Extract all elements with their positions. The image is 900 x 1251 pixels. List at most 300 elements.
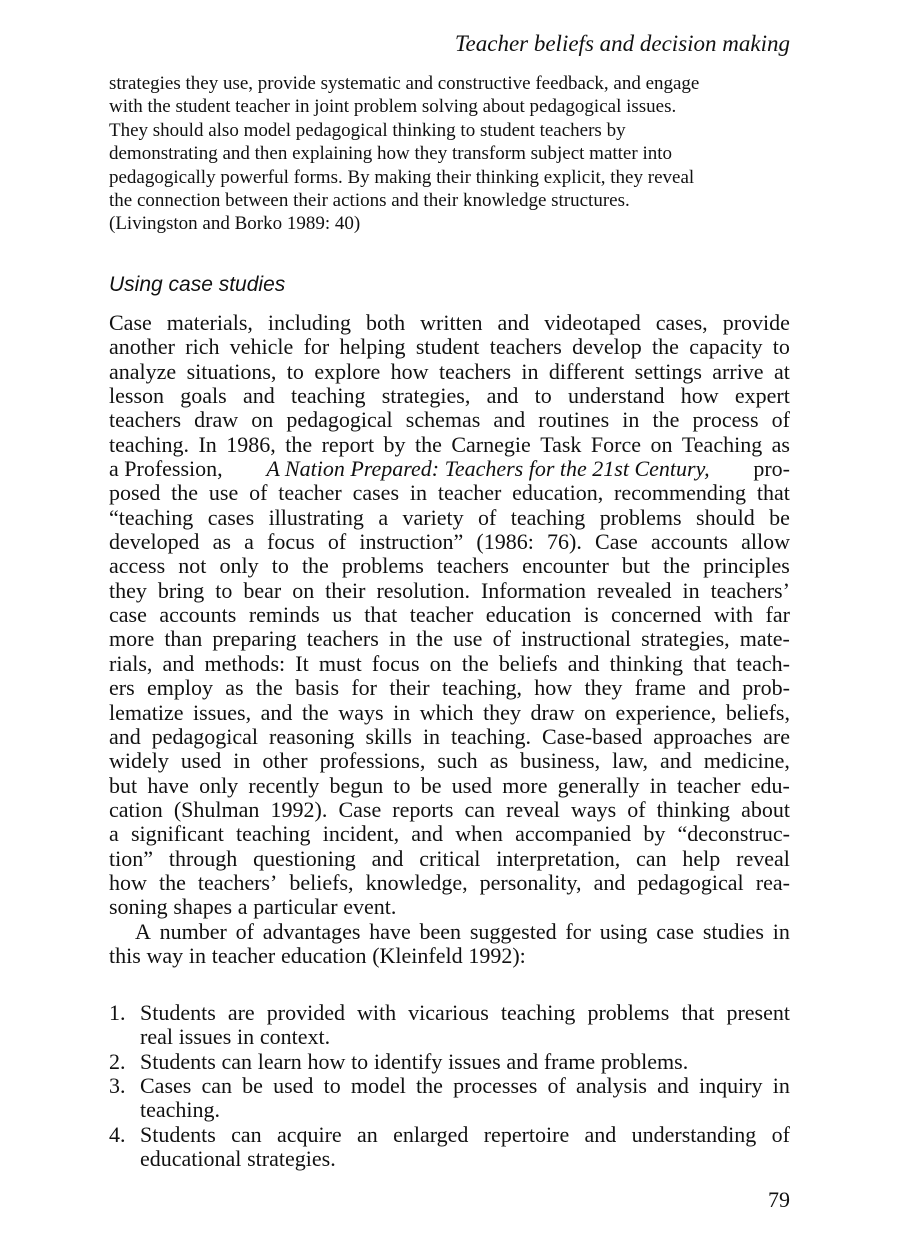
word: a: [237, 894, 248, 920]
word: frame: [543, 1048, 596, 1074]
word: processes: [453, 1073, 538, 1099]
word: arrive: [712, 358, 764, 384]
word: Force: [590, 431, 641, 457]
text-line: [140, 1123, 790, 1147]
word: of: [235, 918, 254, 944]
text-line: [109, 725, 790, 749]
word: in: [422, 723, 441, 749]
line-segment: pro-: [753, 456, 790, 482]
word: and: [242, 383, 275, 409]
word: can: [201, 1073, 233, 1099]
word: use: [208, 480, 239, 506]
word: vehicle: [229, 334, 294, 360]
word: accounts: [650, 529, 728, 555]
text-line: [109, 433, 790, 457]
word: that: [756, 480, 790, 506]
word: and: [162, 650, 195, 676]
word: teaching.: [451, 723, 532, 749]
word: how: [390, 358, 429, 384]
word: explore: [314, 358, 381, 384]
word: in: [409, 480, 427, 506]
text-line: [109, 847, 790, 871]
word: are: [763, 723, 790, 749]
word: on: [584, 699, 606, 725]
word: on: [429, 650, 452, 676]
word: to: [772, 334, 790, 360]
word: in: [772, 1073, 790, 1099]
text-line: [109, 384, 790, 408]
quote-line: demonstrating and then explaining how they transform subject matter into: [109, 143, 673, 165]
word: education,: [512, 480, 604, 506]
word: is: [583, 602, 599, 628]
word: strategies.: [247, 1146, 336, 1172]
word: A: [135, 918, 151, 944]
word: teacher: [677, 772, 741, 798]
word: and: [506, 1048, 539, 1074]
word: an: [357, 1121, 378, 1147]
word: be: [769, 504, 790, 530]
word: reminds: [248, 602, 320, 628]
word: cases,: [655, 310, 708, 335]
word: cation: [109, 796, 163, 822]
word: to: [215, 577, 233, 603]
word: allow: [741, 529, 790, 555]
word: and: [486, 383, 519, 409]
text-line: [109, 871, 790, 895]
word: issues: [448, 1048, 501, 1074]
quote-line: the connection between their actions and their knowledge structures.: [109, 190, 630, 212]
list-item: [109, 1001, 790, 1050]
word: ers: [109, 675, 135, 701]
text-line: [109, 920, 790, 944]
word: model: [350, 1073, 406, 1099]
word: Students: [140, 1048, 216, 1074]
word: the: [415, 431, 442, 457]
word: learn: [257, 1048, 302, 1074]
text-line: [140, 1025, 790, 1049]
word: pedagogical: [286, 407, 393, 433]
word: soning: [109, 894, 168, 920]
word: “teaching: [109, 504, 194, 530]
word: the: [652, 334, 679, 360]
word: the: [416, 626, 444, 652]
word: have: [147, 772, 189, 798]
word: particular: [253, 894, 338, 920]
word: reveal: [506, 796, 560, 822]
text-line: [140, 1074, 790, 1098]
word: pedagogical: [637, 869, 744, 895]
word: bear: [243, 577, 282, 603]
text-line: [109, 506, 790, 530]
word: number: [159, 918, 227, 944]
word: problems: [587, 1000, 670, 1025]
list-number: 3.: [109, 1073, 126, 1099]
word: problems: [341, 553, 424, 579]
text-line: [109, 774, 790, 798]
text-line: [109, 676, 790, 700]
word: teacher: [211, 942, 276, 968]
word: teacher: [278, 480, 342, 506]
word: draw: [194, 407, 239, 433]
word: analysis: [576, 1073, 647, 1099]
word: used: [273, 1073, 314, 1099]
word: Case: [109, 310, 152, 335]
word: the: [255, 675, 283, 701]
word: only: [219, 553, 259, 579]
word: through: [168, 845, 238, 871]
word: videotaped: [544, 310, 641, 335]
word: only: [199, 772, 239, 798]
word: thinking: [609, 650, 683, 676]
block-quote: [109, 72, 790, 236]
word: incident,: [322, 821, 400, 847]
word: process: [692, 407, 759, 433]
word: and: [411, 821, 444, 847]
word: and: [659, 748, 692, 774]
word: advantages: [262, 918, 361, 944]
word: use: [453, 626, 483, 652]
word: of: [771, 407, 790, 433]
word: interpretation,: [496, 845, 621, 871]
word: developed: [109, 529, 200, 555]
word: to: [351, 1048, 369, 1074]
word: the: [301, 699, 329, 725]
word: draw: [530, 699, 575, 725]
word: teaching: [290, 383, 366, 409]
word: It: [295, 650, 309, 676]
word: business,: [520, 748, 601, 774]
word: which: [419, 699, 474, 725]
list-item: [109, 1050, 790, 1074]
word: used: [451, 772, 493, 798]
word: of: [492, 626, 511, 652]
word: repertoire: [483, 1121, 570, 1147]
word: with: [357, 1000, 397, 1025]
word: teachers: [489, 334, 562, 360]
word: teachers: [438, 358, 512, 384]
word: by: [383, 431, 406, 457]
word: teaching: [236, 821, 311, 847]
text-line: [109, 822, 790, 846]
word: goals: [180, 383, 227, 409]
word: focus: [267, 529, 315, 555]
word: focus: [371, 650, 420, 676]
word: a: [109, 821, 119, 847]
word: helping: [339, 334, 406, 360]
word: in: [772, 918, 790, 944]
word: event.: [343, 894, 397, 920]
body-text: [109, 311, 790, 968]
word: and: [260, 699, 293, 725]
word: far: [765, 602, 790, 628]
word: rich: [185, 334, 220, 360]
word: on: [650, 431, 673, 457]
word: and: [497, 310, 530, 335]
word: mate-: [739, 626, 790, 652]
word: routines: [538, 407, 610, 433]
word: be: [242, 1073, 263, 1099]
word: variety: [402, 504, 464, 530]
word: their: [389, 675, 430, 701]
word: teachers: [109, 407, 182, 433]
word: not: [178, 553, 207, 579]
word: to: [393, 772, 411, 798]
word: knowledge,: [365, 869, 468, 895]
word: Case: [338, 796, 382, 822]
quote-line: They should also model pedagogical thinking to student teachers by: [109, 119, 626, 141]
word: for: [351, 675, 378, 701]
word: edu-: [750, 772, 790, 798]
word: of: [771, 1121, 790, 1147]
word: Case-based: [542, 723, 643, 749]
word: beliefs: [498, 650, 558, 676]
word: capacity: [689, 334, 763, 360]
word: they: [483, 699, 521, 725]
word: develop: [572, 334, 642, 360]
word: been: [419, 918, 462, 944]
word: the: [663, 553, 690, 579]
word: can: [464, 796, 496, 822]
word: reveal: [736, 845, 790, 871]
section-heading: Using case studies: [109, 273, 286, 296]
word: including: [267, 310, 352, 335]
word: medicine,: [703, 748, 790, 774]
word: student: [415, 334, 480, 360]
list-number: 1.: [109, 1000, 126, 1025]
word: beliefs,: [725, 699, 790, 725]
word: vicarious: [408, 1000, 489, 1025]
word: case: [656, 918, 695, 944]
word: to: [271, 553, 289, 579]
word: suggested: [469, 918, 557, 944]
word: of: [627, 796, 646, 822]
text-line: [109, 749, 790, 773]
word: materials,: [166, 310, 253, 335]
word: studies: [702, 918, 764, 944]
text-line: [109, 530, 790, 554]
word: about: [741, 796, 790, 822]
word: the: [158, 869, 186, 895]
text-line: [109, 627, 790, 651]
word: prob-: [742, 675, 790, 701]
word: principles: [703, 553, 790, 579]
word: teaching.: [109, 431, 190, 457]
line-segment: a Profession,: [109, 456, 223, 482]
word: teach-: [736, 650, 790, 676]
word: Carnegie: [451, 431, 531, 457]
word: employ: [146, 675, 213, 701]
word: cases: [207, 504, 255, 530]
text-line: [109, 408, 790, 432]
word: and: [109, 723, 141, 749]
word: reports: [392, 796, 454, 822]
word: “deconstruc-: [677, 821, 790, 847]
word: frame: [634, 675, 686, 701]
word: teacher: [437, 480, 502, 506]
word: education: [280, 942, 367, 968]
text-line: [109, 554, 790, 578]
word: situations,: [186, 358, 277, 384]
word: Information: [480, 577, 587, 603]
text-line: [109, 895, 790, 919]
word: of: [547, 1073, 566, 1099]
word: instructional: [521, 626, 631, 652]
word: revealed: [597, 577, 672, 603]
word: how: [680, 383, 719, 409]
word: and: [584, 1121, 617, 1147]
word: such: [437, 748, 478, 774]
word: teachers’: [197, 869, 278, 895]
text-line: [109, 798, 790, 822]
word: 76).: [547, 529, 582, 555]
word: and: [371, 845, 404, 871]
word: provided: [266, 1000, 345, 1025]
running-head: Teacher beliefs and decision making: [454, 31, 790, 56]
word: when: [455, 821, 503, 847]
text-line: [109, 457, 790, 481]
word: teaching,: [441, 675, 522, 701]
word: Students: [140, 1121, 216, 1147]
word: than: [164, 626, 203, 652]
word: as: [771, 431, 790, 457]
word: must: [318, 650, 362, 676]
word: instruction”: [359, 529, 464, 555]
word: In: [198, 431, 217, 457]
word: critical: [419, 845, 481, 871]
word: how: [307, 1048, 346, 1074]
word: for: [565, 918, 591, 944]
word: this: [109, 942, 141, 968]
word: context.: [259, 1024, 331, 1050]
word: but: [621, 553, 651, 579]
word: beliefs,: [289, 869, 354, 895]
word: recently: [248, 772, 320, 798]
word: provide: [722, 310, 790, 335]
word: written: [420, 310, 483, 335]
word: methods:: [204, 650, 286, 676]
word: different: [548, 358, 625, 384]
word: approaches: [653, 723, 753, 749]
word: the: [301, 553, 329, 579]
word: teacher: [409, 602, 474, 628]
word: both: [366, 310, 406, 335]
text-line: [109, 335, 790, 359]
list-item: [109, 1123, 790, 1172]
word: in: [188, 942, 207, 968]
word: teachers: [306, 626, 379, 652]
word: another: [109, 334, 175, 360]
word: rials,: [109, 650, 153, 676]
word: issues,: [193, 699, 252, 725]
word: acquire: [276, 1121, 342, 1147]
word: us: [332, 602, 352, 628]
word: strategies,: [381, 383, 471, 409]
word: Teaching: [681, 431, 763, 457]
book-page: [109, 0, 790, 1251]
word: in: [649, 772, 667, 798]
word: in: [682, 577, 700, 603]
word: Students: [140, 1000, 216, 1025]
word: reasoning: [269, 723, 355, 749]
word: the: [652, 407, 680, 433]
word: teachers’: [710, 577, 790, 603]
word: lesson: [109, 383, 164, 409]
list-item-text: [140, 1074, 790, 1123]
word: their: [325, 577, 366, 603]
book-title: A Nation Prepared: Teachers for the 21st Century,: [266, 456, 710, 482]
word: analyze: [109, 358, 177, 384]
word: that: [681, 1000, 715, 1025]
word: ways: [570, 796, 617, 822]
word: understand: [567, 383, 665, 409]
text-line: [140, 1147, 790, 1171]
word: and: [657, 1073, 689, 1099]
word: the: [461, 650, 489, 676]
word: they: [109, 577, 147, 603]
word: as: [225, 675, 244, 701]
word: to: [534, 383, 552, 409]
word: can: [221, 1048, 253, 1074]
word: on: [251, 407, 274, 433]
word: teaching.: [140, 1097, 221, 1123]
word: (Shulman: [173, 796, 260, 822]
word: Cases: [140, 1073, 192, 1099]
word: expert: [734, 383, 790, 409]
word: generally: [557, 772, 640, 798]
word: the: [416, 1073, 443, 1099]
word: inquiry: [698, 1073, 763, 1099]
paragraph-1: [109, 311, 790, 920]
word: in: [388, 626, 407, 652]
quote-line: with the student teacher in joint problem solving about pedagogical issues.: [109, 96, 677, 118]
paragraph-2: [109, 920, 790, 969]
text-line: [109, 701, 790, 725]
word: but: [109, 772, 138, 798]
word: ways: [338, 699, 384, 725]
word: accompanied: [515, 821, 632, 847]
word: how: [109, 869, 147, 895]
word: widely: [109, 748, 169, 774]
word: teachers: [436, 553, 509, 579]
word: issues: [178, 1024, 232, 1050]
word: recommending: [614, 480, 747, 506]
word: in: [393, 699, 411, 725]
word: for: [303, 334, 330, 360]
word: with: [713, 602, 754, 628]
word: pedagogical: [151, 723, 259, 749]
word: schemas: [405, 407, 481, 433]
word: used: [180, 748, 222, 774]
word: thinking: [656, 796, 731, 822]
word: a: [378, 504, 389, 530]
word: are: [227, 1000, 255, 1025]
word: of: [327, 529, 347, 555]
text-line: [140, 1001, 790, 1025]
word: they: [584, 675, 623, 701]
word: problems: [599, 504, 682, 530]
word: and: [567, 650, 600, 676]
word: real: [140, 1024, 173, 1050]
word: begun: [329, 772, 384, 798]
word: in: [521, 358, 539, 384]
word: settings: [634, 358, 702, 384]
text-line: [109, 360, 790, 384]
word: lematize: [109, 699, 184, 725]
word: preparing: [212, 626, 297, 652]
word: teaching: [500, 1000, 576, 1025]
word: significant: [130, 821, 224, 847]
word: 1992).: [270, 796, 328, 822]
